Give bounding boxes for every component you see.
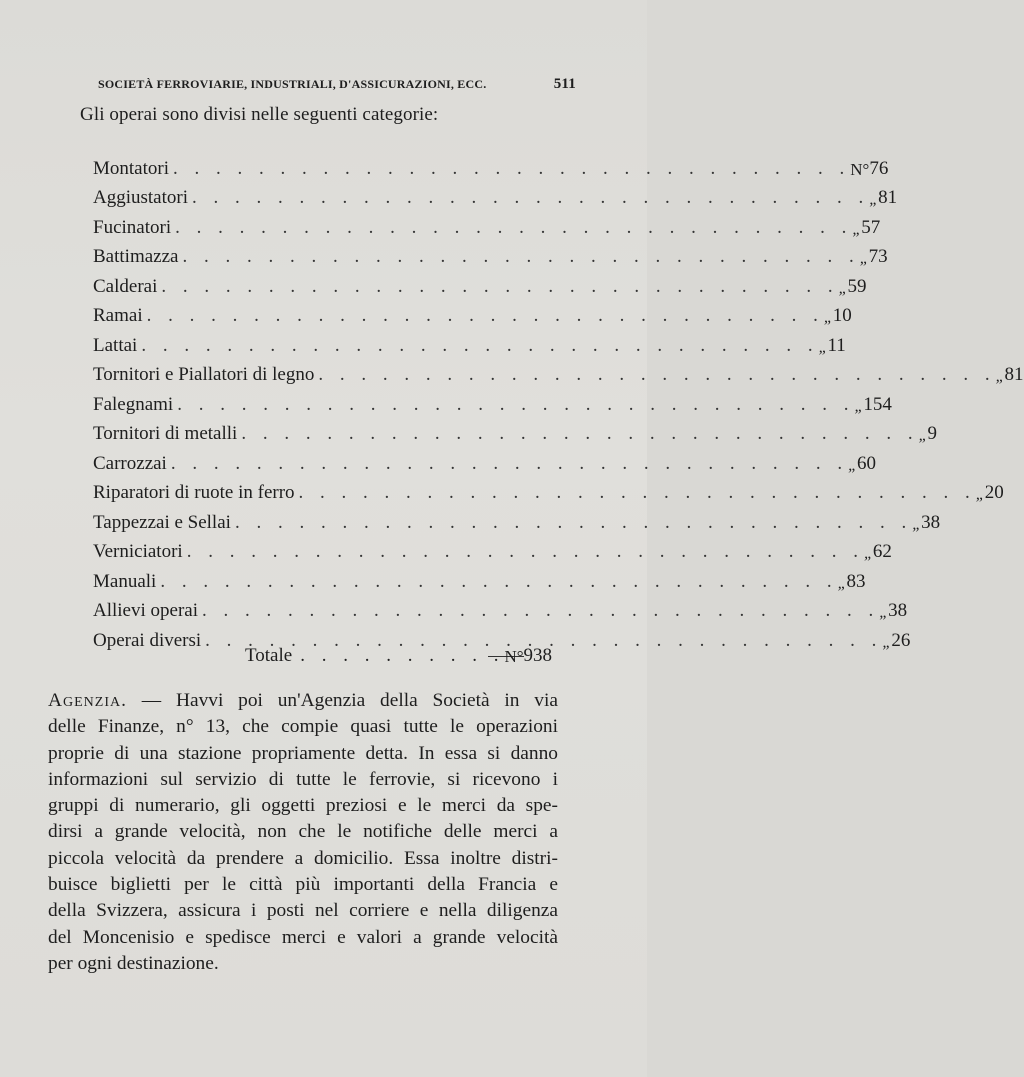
paragraph-lead: Agenzia. <box>48 690 127 711</box>
count-value: 10 <box>832 305 852 326</box>
total-value: 938 <box>523 645 553 666</box>
count-value: 76 <box>869 157 889 179</box>
paragraph-line: gruppi di numerario, gli oggetti preziosi e le merci da spe- <box>48 795 558 817</box>
table-row <box>93 298 852 328</box>
unit-mark: „ <box>912 515 922 533</box>
leader-dots: . . . . . . . . . . . . . . . . . . . . . . . . . . . . . . . . <box>173 157 851 179</box>
table-row <box>93 239 888 269</box>
category-label: Riparatori di ruote in ferro <box>93 482 295 503</box>
workers-table <box>93 150 1024 652</box>
category-label: Calderai <box>93 275 158 297</box>
leader-dots: . . . . . . . . . . . . . . . . . . . . . . . . . . . . . . . . <box>241 423 919 444</box>
table-row <box>93 563 866 593</box>
table-row <box>93 327 846 357</box>
total-unit: N° <box>504 647 524 666</box>
paragraph-line: proprie di una stazione propriamente detta. In essa si danno <box>48 742 558 764</box>
leader-dots: . . . . . . . . . . . . . . . . . . . . . . . . . . . . . . . . <box>205 629 883 651</box>
unit-mark: „ <box>859 250 869 267</box>
unit-mark: „ <box>852 220 862 238</box>
table-row <box>93 209 881 239</box>
count-value: 81 <box>1004 364 1024 385</box>
count-value: 38 <box>921 511 941 533</box>
leader-dots: . . . . . . . . . . <box>300 645 505 666</box>
unit-mark: „ <box>838 279 848 297</box>
paragraph-line: buisce biglietti per le città più importanti della Francia e <box>48 874 558 896</box>
unit-mark: „ <box>975 486 985 503</box>
category-label: Tornitori di metalli <box>93 423 238 444</box>
table-row <box>93 593 908 623</box>
paragraph-line: del Moncenisio e spedisce merci e valori a grande velocità <box>48 926 558 948</box>
category-label: Aggiustatori <box>93 187 188 208</box>
intro-sentence: Gli operai sono divisi nelle seguenti categorie: <box>80 104 439 125</box>
unit-mark: „ <box>879 604 889 621</box>
count-value: 20 <box>984 482 1004 503</box>
count-value: 9 <box>927 423 937 444</box>
paragraph-line: per ogni destinazione. <box>48 952 219 974</box>
page-number: 511 <box>553 76 576 92</box>
count-value: 154 <box>863 393 892 415</box>
category-label: Ramai <box>93 305 143 326</box>
leader-dots: . . . . . . . . . . . . . . . . . . . . . . . . . . . . . . . . <box>160 570 838 592</box>
paragraph-line: dirsi a grande velocità, non che le notifiche delle merci a <box>48 821 558 843</box>
unit-mark: „ <box>818 338 828 356</box>
leader-dots: . . . . . . . . . . . . . . . . . . . . . . . . . . . . . . . . <box>186 541 864 562</box>
category-label: Lattai <box>93 334 138 356</box>
unit-mark: „ <box>848 456 857 474</box>
category-label: Tappezzai e Sellai <box>93 511 231 533</box>
unit-mark: „ <box>823 309 833 326</box>
unit-mark: „ <box>869 191 879 208</box>
leader-dots: . . . . . . . . . . . . . . . . . . . . . . . . . . . . . . . . <box>177 393 855 415</box>
running-head <box>98 76 576 93</box>
unit-mark: „ <box>854 397 864 415</box>
total-row <box>245 645 553 667</box>
table-row <box>93 268 867 298</box>
count-value: 62 <box>872 541 892 562</box>
leader-dots: . . . . . . . . . . . . . . . . . . . . . . . . . . . . . . . . <box>175 216 853 238</box>
paragraph-line: delle Finanze, n° 13, che compie quasi tutte le operazioni <box>48 716 558 738</box>
leader-dots: . . . . . . . . . . . . . . . . . . . . . . . . . . . . . . . . <box>161 275 839 297</box>
paragraph-line: informazioni sul servizio di tutte le ferrovie, si ricevono i <box>48 768 558 790</box>
unit-mark: „ <box>837 574 847 592</box>
count-value: 38 <box>888 600 908 621</box>
table-row <box>93 504 941 534</box>
count-value: 81 <box>878 187 898 208</box>
count-value: 26 <box>891 629 911 651</box>
leader-dots: . . . . . . . . . . . . . . . . . . . . . . . . . . . . . . . . <box>234 511 913 533</box>
table-row <box>93 534 892 564</box>
count-value: 11 <box>827 334 846 356</box>
unit-mark: N° <box>850 159 870 179</box>
paragraph-line <box>48 688 558 714</box>
unit-mark: „ <box>995 368 1005 385</box>
count-value: 83 <box>846 570 866 592</box>
category-label: Fucinatori <box>93 216 172 238</box>
table-row <box>93 416 937 446</box>
category-label: Operai diversi <box>93 629 202 651</box>
unit-mark: „ <box>882 633 892 651</box>
table-row <box>93 475 1004 505</box>
category-label: Manuali <box>93 570 157 592</box>
paragraph-text: — Havvi poi un'Agenzia della Società in via <box>141 690 558 711</box>
table-row <box>93 445 876 475</box>
table-row <box>93 180 898 210</box>
count-value: 73 <box>868 246 888 267</box>
category-label: Montatori <box>93 157 169 179</box>
category-label: Tornitori e Piallatori di legno <box>93 364 315 385</box>
agenzia-paragraph <box>48 688 558 977</box>
leader-dots: . . . . . . . . . . . . . . . . . . . . . . . . . . . . . . . . <box>318 364 996 385</box>
running-title: SOCIETÀ FERROVIARIE, INDUSTRIALI, D'ASSICURAZIONI, ECC. <box>98 77 487 91</box>
paragraph-line: della Svizzera, assicura i posti nel corriere e nella diligenza <box>48 900 558 922</box>
count-value: 57 <box>861 216 881 238</box>
leader-dots: . . . . . . . . . . . . . . . . . . . . . . . . . . . . . . . . <box>192 187 870 208</box>
count-value: 59 <box>847 275 867 297</box>
table-row <box>93 150 889 180</box>
category-label: Verniciatori <box>93 541 183 562</box>
category-label: Allievi operai <box>93 600 198 621</box>
leader-dots: . . . . . . . . . . . . . . . . . . . . . . . . . . . . . . . . <box>141 334 819 356</box>
category-label: Carrozzai <box>93 452 167 474</box>
table-row <box>93 357 1024 387</box>
leader-dots: . . . . . . . . . . . . . . . . . . . . . . . . . . . . . . . . <box>182 246 860 267</box>
leader-dots: . . . . . . . . . . . . . . . . . . . . . . . . . . . . . . . . <box>202 600 880 621</box>
total-label: Totale <box>245 645 293 666</box>
leader-dots: . . . . . . . . . . . . . . . . . . . . . . . . . . . . . . . . <box>298 482 976 503</box>
count-value: 60 <box>857 452 876 474</box>
category-label: Battimazza <box>93 246 179 267</box>
paragraph-line: piccola velocità da prendere a domicilio. Essa inoltre distri- <box>48 847 558 869</box>
table-row <box>93 386 892 416</box>
leader-dots: . . . . . . . . . . . . . . . . . . . . . . . . . . . . . . . . <box>170 452 849 474</box>
unit-mark: „ <box>863 545 873 562</box>
unit-mark: „ <box>918 427 928 444</box>
category-label: Falegnami <box>93 393 174 415</box>
leader-dots: . . . . . . . . . . . . . . . . . . . . . . . . . . . . . . . . <box>146 305 824 326</box>
